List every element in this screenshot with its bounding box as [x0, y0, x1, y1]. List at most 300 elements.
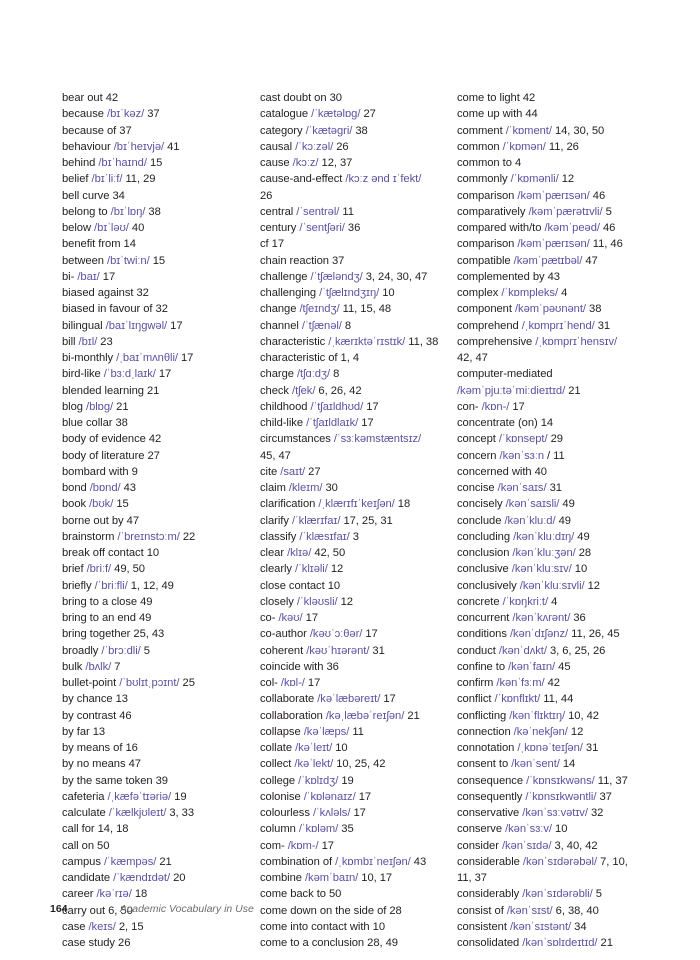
index-entry: [260, 269, 475, 285]
entry-units: 5: [592, 888, 602, 901]
index-entry: [62, 464, 277, 480]
entry-units: 17: [350, 807, 366, 819]
entry-term: conflicting: [457, 709, 510, 722]
entry-term: conflict: [457, 693, 495, 706]
index-entry: [457, 610, 672, 626]
entry-units: 12: [558, 173, 575, 186]
entry-term: common to 4: [457, 157, 522, 169]
index-entry: [62, 708, 277, 724]
entry-units: 10: [379, 287, 395, 299]
entry-pronunciation: /ˌklærɪfɪˈkeɪʃən/: [318, 498, 395, 511]
index-entry: [457, 708, 672, 724]
entry-term: colonise: [260, 790, 304, 803]
entry-units: 10: [332, 742, 348, 754]
index-entry: [62, 301, 277, 317]
index-entry: [457, 724, 672, 740]
entry-pronunciation: /bɪˈliːf/: [91, 173, 123, 186]
index-entry: [457, 756, 672, 772]
index-entry: [457, 383, 672, 399]
entry-term: biased in favour of 32: [62, 303, 168, 316]
entry-pronunciation: /kənˈsaɪsli/: [505, 498, 560, 511]
index-entry: [457, 301, 672, 317]
index-entry: [260, 691, 475, 707]
entry-term: clearly: [260, 563, 296, 576]
entry-term: characteristic of 1, 4: [260, 352, 360, 364]
entry-term: candidate: [62, 872, 114, 884]
entry-pronunciation: /ˈbɜːdˌlaɪk/: [103, 368, 156, 381]
index-entry: [457, 318, 672, 334]
index-entry: [62, 350, 277, 366]
index-entry: [457, 903, 672, 919]
entry-pronunciation: /kɒn-/: [481, 400, 510, 413]
entry-term: concept: [457, 433, 499, 446]
entry-units: 41: [164, 140, 180, 153]
index-entry: [457, 350, 672, 366]
entry-units: 21: [404, 709, 420, 722]
entry-term: blue collar 38: [62, 417, 128, 429]
entry-term: 26: [260, 189, 273, 202]
entry-units: 14, 30, 50: [551, 124, 605, 137]
entry-term: connection: [457, 725, 514, 738]
entry-pronunciation: /bɪˈtwiːn/: [107, 254, 150, 267]
entry-term: collate: [260, 742, 296, 754]
index-entry: [260, 675, 475, 691]
entry-units: 31: [546, 482, 562, 494]
entry-pronunciation: /klɪə/: [287, 547, 312, 559]
entry-term: channel: [260, 319, 302, 332]
index-entry: [457, 188, 672, 204]
index-entry: [62, 561, 277, 577]
entry-units: / 11: [544, 449, 565, 462]
index-entry: [260, 594, 475, 610]
entry-units: 31: [582, 742, 599, 754]
entry-term: career: [62, 888, 97, 901]
entry-pronunciation: /ˌkærɪktəˈrɪstɪk/: [328, 335, 406, 348]
entry-pronunciation: /baɪ/: [77, 270, 100, 283]
entry-units: 19: [338, 774, 354, 787]
entry-pronunciation: /ˈkɒmpleks/: [501, 287, 559, 299]
entry-pronunciation: /bɪˈheɪvjə/: [113, 140, 165, 153]
entry-term: cast doubt on 30: [260, 92, 342, 104]
index-entry: [62, 740, 277, 756]
index-entry: [62, 838, 277, 854]
index-entry: [260, 708, 475, 724]
index-entry: [260, 301, 475, 317]
index-entry: [62, 886, 277, 902]
index-entry: [260, 838, 475, 854]
index-entry: [62, 480, 277, 496]
entry-pronunciation: /ˌkɒmprɪˈhend/: [521, 319, 595, 332]
entry-term: category: [260, 124, 306, 137]
entry-term: clear: [260, 547, 288, 559]
entry-units: 15: [149, 254, 166, 267]
entry-pronunciation: /ˈkætəlɒg/: [311, 108, 361, 121]
index-entry: [457, 171, 672, 187]
index-entry: [62, 366, 277, 382]
entry-term: briefly: [62, 579, 95, 592]
index-entry: [457, 643, 672, 659]
entry-term: college: [260, 774, 299, 787]
entry-term: brainstorm: [62, 530, 118, 543]
entry-pronunciation: /kənˈkluːʒən/: [512, 547, 576, 559]
entry-pronunciation: /ˈtʃælɪndʒɪŋ/: [319, 287, 380, 299]
entry-term: come back to 50: [260, 888, 342, 901]
entry-term: consequence: [457, 774, 527, 787]
index-entry: [260, 773, 475, 789]
index-entry: [457, 805, 672, 821]
entry-term: 42, 47: [457, 352, 488, 364]
entry-pronunciation: /kəˈlæbəreɪt/: [317, 693, 381, 706]
entry-term: break off contact 10: [62, 547, 160, 559]
entry-pronunciation: /kɔːz/: [292, 157, 319, 169]
entry-term: co-: [260, 612, 279, 624]
entry-pronunciation: /bɪˈkəz/: [107, 108, 145, 121]
entry-pronunciation: /ˌkɒnəˈteɪʃən/: [517, 742, 583, 754]
entry-pronunciation: /ˈkʌləls/: [312, 807, 351, 819]
entry-term: bring together 25, 43: [62, 628, 165, 641]
entry-term: cf 17: [260, 238, 285, 251]
entry-units: 43: [120, 482, 136, 494]
index-entry: [457, 886, 672, 902]
entry-term: below: [62, 222, 95, 234]
entry-pronunciation: /kəmˈpærɪsən/: [517, 189, 590, 202]
index-entry: [260, 448, 475, 464]
entry-pronunciation: /ˈkləʊsli/: [296, 595, 338, 608]
index-entry: [260, 464, 475, 480]
index-entry: [62, 496, 277, 512]
entry-term: collaboration: [260, 709, 326, 722]
entry-term: conservative: [457, 807, 523, 819]
entry-term: charge: [260, 368, 297, 381]
entry-units: 38: [145, 205, 161, 218]
entry-pronunciation: /ˈbreɪnstɔːm/: [117, 530, 180, 543]
index-entry: [62, 188, 277, 204]
entry-units: 11, 46: [589, 238, 623, 251]
entry-pronunciation: /kɒm-/: [287, 839, 319, 852]
entry-term: challenging: [260, 287, 320, 299]
index-entry: [260, 415, 475, 431]
entry-term: close contact 10: [260, 579, 341, 592]
entry-term: case: [62, 920, 89, 933]
entry-term: complex: [457, 287, 502, 299]
entry-pronunciation: /kəmˈpærətɪvli/: [528, 205, 603, 218]
index-entry: [62, 675, 277, 691]
index-entry: [457, 90, 672, 106]
index-entry: [260, 480, 475, 496]
entry-pronunciation: /kənˈsɪstənt/: [509, 920, 572, 933]
entry-term: concerned with 40: [457, 465, 547, 478]
entry-pronunciation: /ˈkɒment/: [505, 124, 552, 137]
entry-term: 11, 37: [457, 872, 487, 884]
entry-pronunciation: /kəmˈbaɪn/: [305, 872, 359, 884]
entry-pronunciation: /ˈkɒnsept/: [498, 433, 548, 446]
entry-term: bi-monthly: [62, 352, 117, 364]
index-entry: [260, 90, 475, 106]
entry-term: conduct: [457, 644, 499, 657]
entry-pronunciation: /bɪˈhaɪnd/: [98, 157, 147, 169]
entry-pronunciation: /tʃek/: [292, 384, 316, 397]
entry-term: compared with/to: [457, 222, 545, 234]
index-entry: [62, 773, 277, 789]
entry-term: come up with 44: [457, 108, 538, 121]
entry-units: 26: [333, 140, 349, 153]
index-entry: [260, 106, 475, 122]
entry-term: cite: [260, 465, 281, 478]
entry-pronunciation: /ˈkæmpəs/: [103, 855, 157, 868]
entry-pronunciation: /bʌlk/: [85, 660, 112, 673]
index-entry: [62, 821, 277, 837]
entry-term: because of 37: [62, 124, 132, 137]
entry-units: 12, 37: [318, 157, 353, 169]
index-entry: [260, 919, 475, 935]
index-entry: [457, 431, 672, 447]
entry-term: collect: [260, 758, 295, 771]
index-entry: [260, 220, 475, 236]
entry-units: 18: [131, 888, 148, 901]
index-entry: [62, 870, 277, 886]
index-entry: [260, 496, 475, 512]
entry-pronunciation: /ˈkælkjʊleɪt/: [108, 807, 167, 819]
index-entry: [62, 399, 277, 415]
entry-units: 4: [548, 595, 558, 608]
index-entry: [457, 285, 672, 301]
entry-term: bell curve 34: [62, 189, 125, 202]
entry-pronunciation: /kənˈsɪst/: [506, 904, 553, 917]
index-entry: [260, 188, 475, 204]
index-entry: [457, 513, 672, 529]
index-entry: [62, 383, 277, 399]
entry-units: 22: [179, 530, 196, 543]
index-entry: [260, 789, 475, 805]
entry-pronunciation: /ˈkɒlɪdʒ/: [298, 774, 339, 787]
index-entry: [62, 691, 277, 707]
entry-pronunciation: /kənˈdɪʃənz/: [509, 628, 569, 641]
entry-units: 46: [589, 189, 606, 202]
entry-term: bird-like: [62, 368, 104, 381]
index-entry: [457, 399, 672, 415]
index-entry: [62, 171, 277, 187]
entry-term: broadly: [62, 644, 102, 657]
entry-term: come to light 42: [457, 92, 536, 104]
entry-pronunciation: /ˈtʃaɪldlaɪk/: [306, 417, 359, 429]
entry-term: comprehensive: [457, 335, 536, 348]
entry-term: col-: [260, 677, 281, 689]
index-entry: [260, 821, 475, 837]
entry-units: 11, 37: [594, 774, 628, 787]
entry-pronunciation: /kənˈkluːdɪŋ/: [513, 530, 575, 543]
index-entry: [457, 480, 672, 496]
entry-term: blog: [62, 400, 87, 413]
entry-pronunciation: /tʃeɪndʒ/: [299, 303, 340, 316]
index-entry: [457, 139, 672, 155]
entry-term: 45, 47: [260, 449, 291, 462]
entry-pronunciation: /kəmˈpeəd/: [544, 222, 600, 234]
entry-pronunciation: /kənˈfaɪn/: [508, 660, 556, 673]
entry-pronunciation: /kənˈsɪdə/: [501, 839, 552, 852]
entry-pronunciation: /ˈkɒnsɪkwəntli/: [525, 790, 597, 803]
entry-term: central: [260, 205, 297, 218]
index-entry: [457, 821, 672, 837]
entry-term: coherent: [260, 644, 307, 657]
entry-term: child-like: [260, 417, 307, 429]
entry-term: com-: [260, 839, 288, 852]
entry-units: 17: [177, 352, 194, 364]
entry-units: 49, 50: [111, 563, 145, 576]
entry-term: component: [457, 303, 515, 316]
entry-term: bring to an end 49: [62, 612, 152, 624]
entry-pronunciation: /ˈklɪəli/: [295, 563, 328, 576]
entry-term: behaviour: [62, 140, 114, 153]
entry-units: 43: [410, 855, 427, 868]
index-entry: [62, 529, 277, 545]
entry-pronunciation: /bɪl/: [78, 335, 98, 348]
entry-pronunciation: /ˈkɒnflɪkt/: [494, 693, 541, 706]
entry-units: 4: [558, 287, 568, 299]
entry-pronunciation: /kəʊˈhɪərənt/: [306, 644, 370, 657]
entry-units: 3, 24, 30, 47: [362, 270, 428, 283]
index-entry: [457, 561, 672, 577]
entry-pronunciation: /kəˈleɪt/: [295, 742, 333, 754]
index-entry: [260, 123, 475, 139]
entry-units: 20: [170, 872, 186, 884]
entry-term: by means of 16: [62, 742, 138, 754]
index-entry: [62, 236, 277, 252]
entry-units: 11, 44: [540, 693, 574, 706]
entry-units: 3, 33: [166, 807, 195, 819]
entry-units: 37: [144, 108, 160, 121]
entry-units: 3, 40, 42: [551, 839, 598, 852]
entry-units: 18: [394, 498, 411, 511]
entry-pronunciation: /tʃɑːdʒ/: [296, 368, 331, 381]
entry-pronunciation: /ˈbriːfli/: [94, 579, 128, 592]
entry-units: 17: [509, 400, 525, 413]
entry-units: 42: [544, 677, 560, 689]
entry-pronunciation: /ˈklæsɪfaɪ/: [299, 530, 350, 543]
entry-term: catalogue: [260, 108, 312, 121]
index-entry: [260, 155, 475, 171]
entry-term: bi-: [62, 270, 78, 283]
index-entry: [457, 870, 672, 886]
index-entry: [457, 740, 672, 756]
index-entry: [62, 935, 277, 951]
entry-pronunciation: /ˈkætəgri/: [305, 124, 353, 137]
entry-units: 8: [341, 319, 352, 332]
page-number: 164: [50, 903, 68, 915]
entry-pronunciation: /bɪˈlɒŋ/: [110, 205, 146, 218]
entry-units: 8: [330, 368, 340, 381]
index-entry: [62, 139, 277, 155]
index-entry: [62, 285, 277, 301]
index-entry: [260, 529, 475, 545]
entry-units: 11, 38: [405, 335, 439, 348]
entry-pronunciation: /kənˈkʌrənt/: [512, 612, 571, 624]
entry-pronunciation: /ˈkɒmənli/: [510, 173, 559, 186]
entry-term: clarification: [260, 498, 319, 511]
entry-units: 23: [97, 335, 113, 348]
entry-pronunciation: /kənˈsɪdərəbəl/: [522, 855, 598, 868]
entry-term: consist of: [457, 904, 507, 917]
entry-units: 11, 26: [545, 140, 579, 153]
index-entry: [260, 643, 475, 659]
index-entry: [62, 610, 277, 626]
entry-units: 47: [582, 254, 598, 267]
entry-pronunciation: /ˈsentrəl/: [296, 205, 340, 218]
entry-term: bear out 42: [62, 92, 119, 104]
entry-units: 42, 50: [311, 547, 346, 559]
entry-units: 17: [380, 693, 396, 706]
index-entry: [457, 789, 672, 805]
entry-term: bulk: [62, 660, 86, 673]
index-entry: [457, 529, 672, 545]
entry-term: comparison: [457, 238, 518, 251]
entry-term: bill: [62, 335, 79, 348]
index-entry: [260, 236, 475, 252]
entry-units: 1, 12, 49: [127, 579, 174, 592]
entry-term: body of evidence 42: [62, 433, 162, 446]
entry-units: 46: [599, 222, 616, 234]
index-entry: [260, 561, 475, 577]
entry-units: 45: [555, 660, 571, 673]
entry-units: 17: [167, 319, 183, 332]
entry-term: carry out 6, 50: [62, 904, 133, 917]
index-entry: [457, 155, 672, 171]
index-entry: [457, 464, 672, 480]
entry-pronunciation: /ˈbrɔːdli/: [101, 644, 141, 657]
entry-pronunciation: /kənˈsɪdərəbli/: [522, 888, 593, 901]
entry-units: 12: [567, 725, 584, 738]
index-entry: [62, 756, 277, 772]
index-entry: [457, 415, 672, 431]
entry-term: consent to: [457, 758, 512, 771]
entry-pronunciation: /kənˈfɜːm/: [496, 677, 545, 689]
entry-units: 2, 15: [115, 920, 144, 933]
entry-units: 35: [338, 823, 354, 836]
entry-units: 17: [318, 839, 334, 852]
index-entry: [62, 643, 277, 659]
entry-term: commonly: [457, 173, 511, 186]
entry-term: computer-mediated: [457, 368, 553, 381]
entry-units: 36: [344, 222, 361, 234]
index-entry: [62, 90, 277, 106]
index-entry: [457, 578, 672, 594]
entry-pronunciation: /kəˈrɪə/: [96, 888, 132, 901]
index-entry: [457, 838, 672, 854]
entry-term: cafeteria: [62, 790, 108, 803]
entry-term: con-: [457, 400, 482, 413]
index-entry: [62, 318, 277, 334]
index-entry: [457, 691, 672, 707]
entry-units: 3: [349, 530, 359, 543]
entry-units: 17, 25, 31: [340, 514, 393, 527]
entry-units: 21: [565, 384, 581, 397]
entry-term: cause-and-effect: [260, 173, 346, 186]
index-entry: [457, 448, 672, 464]
entry-term: by contrast 46: [62, 709, 132, 722]
index-entry: [457, 854, 672, 870]
entry-term: case study 26: [62, 937, 131, 949]
index-entry: [260, 935, 475, 951]
index-entry: [260, 626, 475, 642]
entry-pronunciation: /ˈkɒlənaɪz/: [303, 790, 356, 803]
entry-term: bullet-point: [62, 677, 120, 689]
entry-term: concise: [457, 482, 498, 494]
entry-pronunciation: /kəʊˈɔːθər/: [309, 628, 363, 641]
entry-units: 15: [146, 157, 163, 169]
entry-units: 11, 26, 45: [568, 628, 620, 641]
entry-term: by chance 13: [62, 693, 128, 706]
entry-pronunciation: /kəmˈpjuːtəˈmiːdieɪtɪd/: [457, 384, 566, 397]
index-entry: [260, 545, 475, 561]
